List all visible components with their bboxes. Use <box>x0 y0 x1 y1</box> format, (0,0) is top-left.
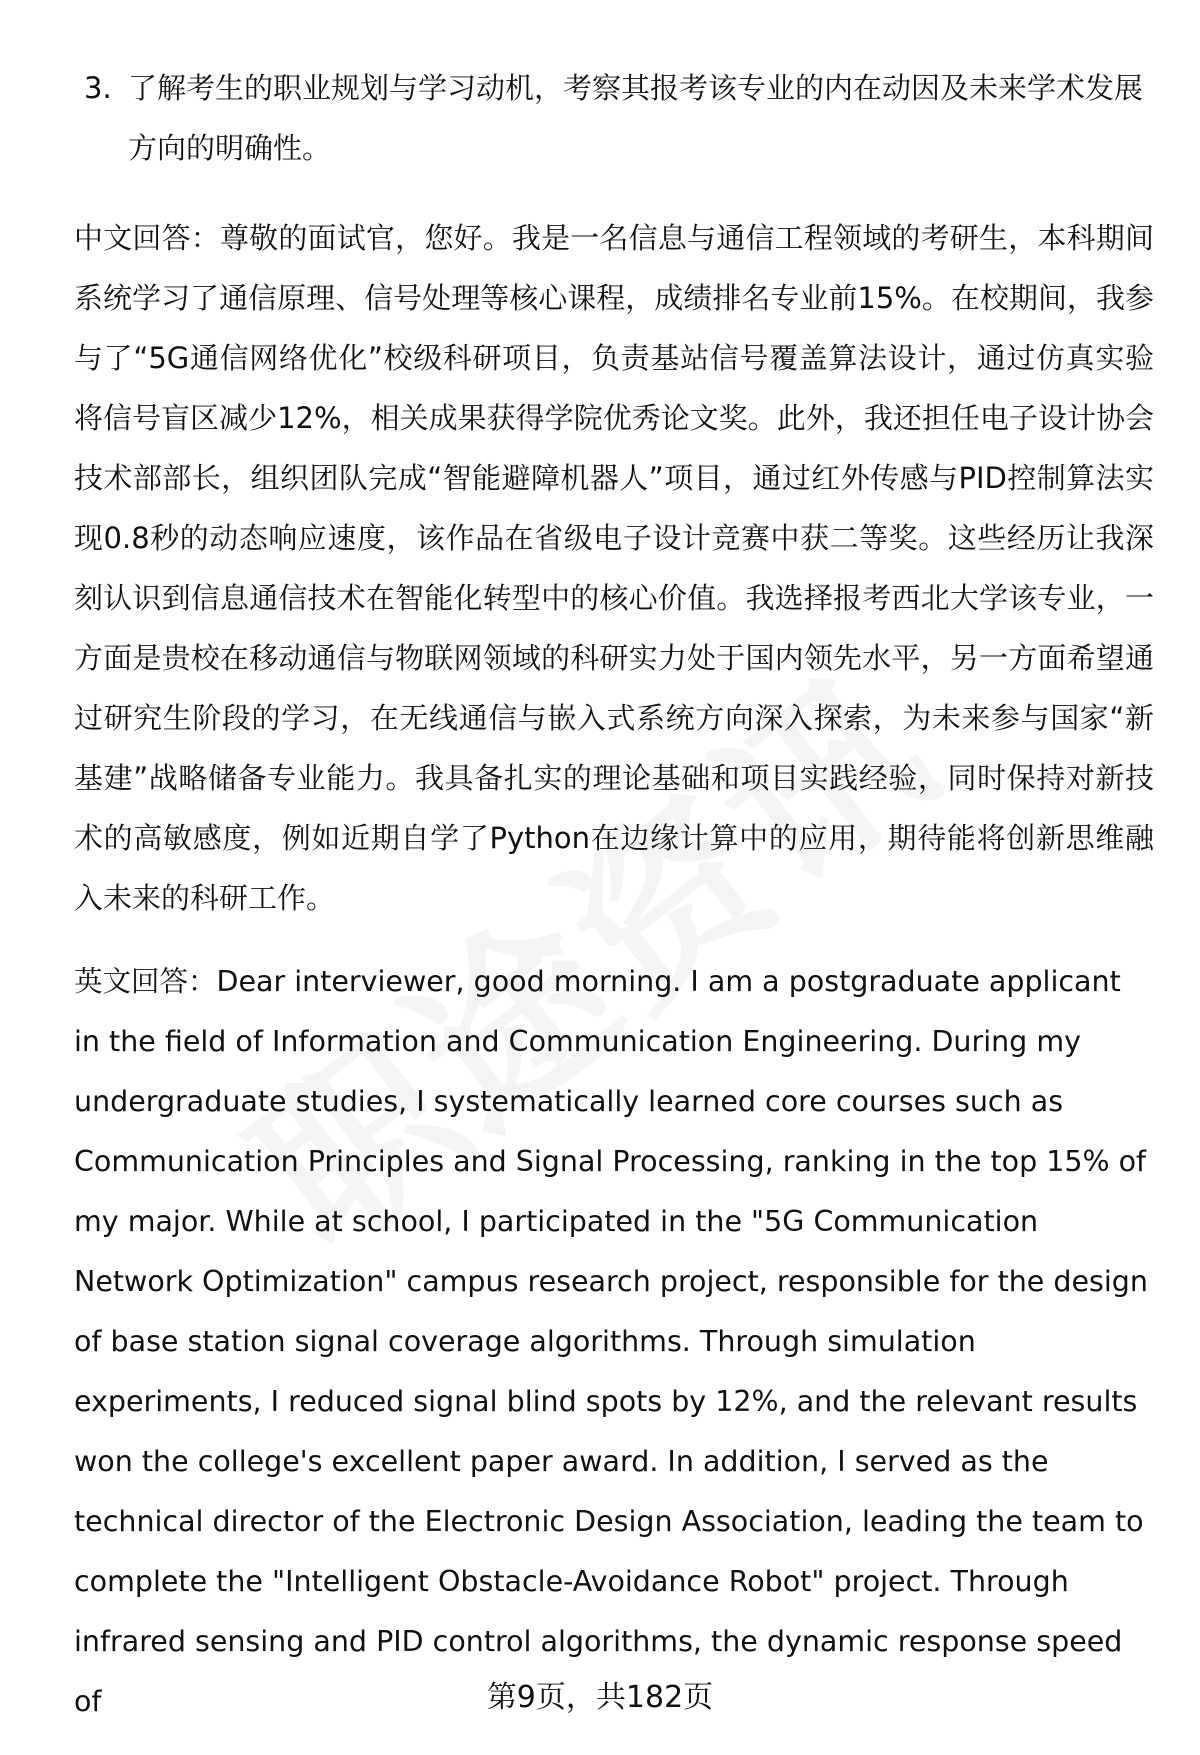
page-indicator: 第9页，共182页 <box>486 1680 714 1715</box>
english-answer-label: 英文回答： <box>74 965 217 998</box>
chinese-answer-paragraph <box>74 208 1154 928</box>
chinese-answer-text: 尊敬的面试官，您好。我是一名信息与通信工程领域的考研生，本科期间系统学习了通信原理、信号处理等核心课程，成绩排名专业前15%。在校期间，我参与了“5G通信网络优化”校级科研项目，负责基站信号覆盖算法设计，通过仿真实验将信号盲区减少12%，相关成果获得学院优秀论文奖。此外，我还担任电子设计协会技术部部长，组织团队完成“智能避障机器人”项目，通过红外传感与PID控制算法实现0.8秒的动态响应速度，该作品在省级电子设计竞赛中获二等奖。这些经历让我深刻认识到信息通信技术在智能化转型中的核心价值。我选择报考西北大学该专业，一方面是贵校在移动通信与物联网领域的科研实力处于国内领先水平，另一方面希望通过研究生阶段的学习，在无线通信与嵌入式系统方向深入探索，为未来参与国家“新基建”战略储备专业能力。我具备扎实的理论基础和项目实践经验，同时保持对新技术的高敏感度，例如近期自学了Python在边缘计算中的应用，期待能将创新思维融入未来的科研工作。 <box>74 221 1154 915</box>
question-text: 了解考生的职业规划与学习动机，考察其报考该专业的内在动因及未来学术发展方向的明确性。 <box>128 71 1144 165</box>
english-answer-text: Dear interviewer, good morning. I am a postgraduate applicant in the field of Information and Communication Engineering. During my undergraduate studies, I systematically learned core courses such as Communication Principles and Signal Processing, ranking in the top 15% of my major. While at school, I participated in the "5G Communication Network Optimization" campus research project, responsible for the design of base station signal coverage algorithms. Through simulation experiments, I reduced signal blind spots by 12%, and the relevant results won the college's excellent paper award. In addition, I served as the technical director of the Electronic Design Association, leading the team to complete the "Intelligent Obstacle-Avoidance Robot" project. Through infrared sensing and PID control algorithms, the dynamic response speed of <box>74 965 1148 1718</box>
question-item <box>84 58 1144 178</box>
english-answer-paragraph <box>74 952 1154 1732</box>
chinese-answer-label: 中文回答： <box>74 221 220 255</box>
question-number: 3. <box>84 71 112 105</box>
